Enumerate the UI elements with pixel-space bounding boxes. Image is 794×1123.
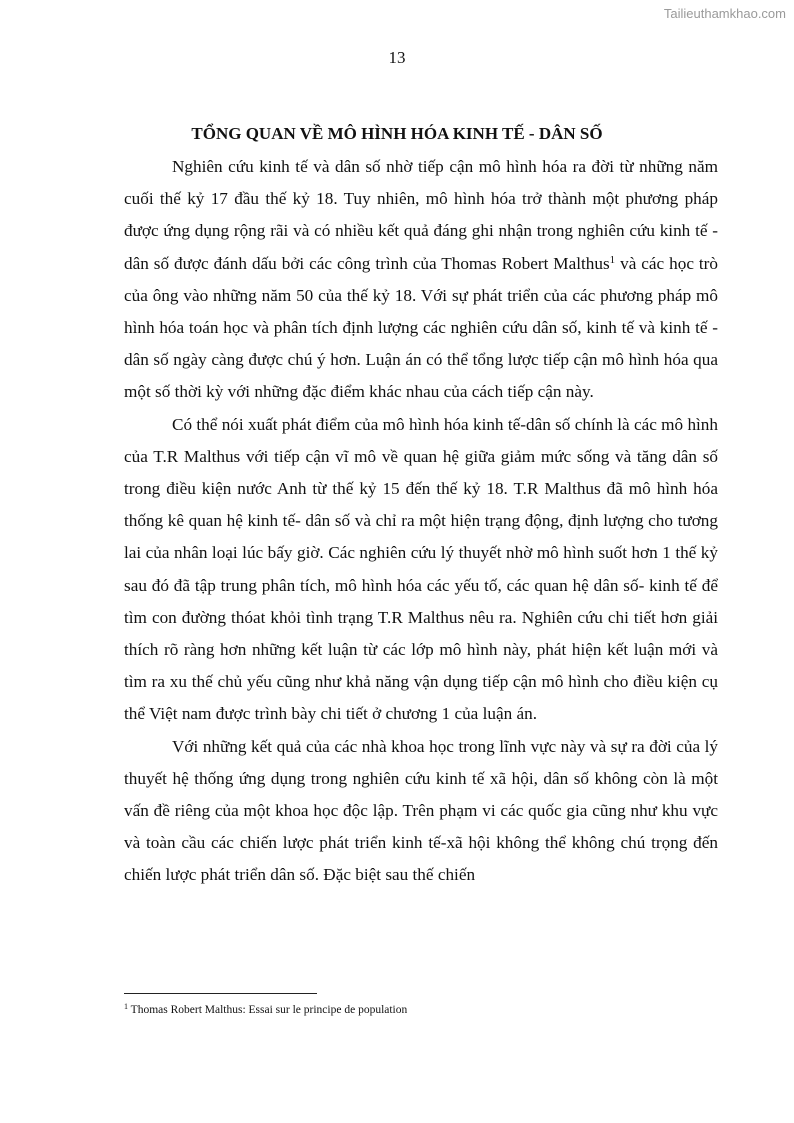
footnote-reference[interactable]: 1 [609,253,616,266]
page-title: TỔNG QUAN VỀ MÔ HÌNH HÓA KINH TẾ - DÂN SỐ [191,124,603,143]
watermark: Tailieuthamkhao.com [663,6,786,21]
paragraph-1 [124,151,718,409]
footnote [124,1003,718,1018]
page-number: 13 [388,48,406,67]
paragraph-3: Với những kết quả của các nhà khoa học trong lĩnh vực này và sự ra đời của lý thuyết hệ thống ứng dụng trong nghiên cứu kinh tế xã hội, dân số không còn là một vấn đề riêng của một khoa học độc lập. Trên phạm vi các quốc gia cũng như khu vực và toàn cầu các chiến lược phát triển kinh tế-xã hội không thể không chú trọng đến chiến lược phát triển dân số. Đặc biệt sau thế chiến [124,736,718,885]
footnote-mark: 1 [124,1002,128,1011]
footnote-text: Thomas Robert Malthus: Essai sur le principe de population [128,1004,408,1016]
body-text [124,151,718,892]
paragraph-1-text: Nghiên cứu kinh tế và dân số nhờ tiếp cận mô hình hóa ra đời từ những năm cuối thế kỷ 17 đầu thế kỷ 18. Tuy nhiên, mô hình hóa trở thành một phương pháp được ứng dụng rộng rãi và có nhiều kết quả đáng ghi nhận trong nghiên cứu kinh tế - dân số được đánh dấu bởi các công trình của Thomas Robert Malthus [124,157,718,273]
paragraph-2: Có thể nói xuất phát điểm của mô hình hóa kinh tế-dân số chính là các mô hình của T.R Malthus với tiếp cận vĩ mô về quan hệ giữa giảm mức sống và tăng dân số trong điều kiện nước Anh từ thế kỷ 15 đến thế kỷ 18. T.R Malthus đã mô hình hóa thống kê quan hệ kinh tế- dân số và chỉ ra một hiện trạng động, định lượng cho tương lai của nhân loại lúc bấy giờ. Các nghiên cứu lý thuyết nhờ mô hình suốt hơn 1 thế kỷ sau đó đã tập trung phân tích, mô hình hóa các yếu tố, các quan hệ dân số- kinh tế để tìm con đường thóat khỏi tình trạng T.R Malthus nêu ra. Nghiên cứu chi tiết hơn giải thích rõ ràng hơn những kết luận từ các lớp mô hình này, phát hiện kết luận mới và tìm ra xu thế chủ yếu cũng như khả năng vận dụng tiếp cận mô hình cho điều kiện cụ thể Việt nam được trình bày chi tiết ở chương 1 của luận án. [124,414,718,724]
paragraph-1-text-cont: và các học trò của ông vào những năm 50 của thế kỷ 18. Với sự phát triển của các phương pháp mô hình hóa toán học và phân tích định lượng các nghiên cứu dân số, kinh tế và kinh tế - dân số ngày càng được chú ý hơn. Luận án có thể tổng lược tiếp cận mô hình hóa qua một số thời kỳ với những đặc điểm khác nhau của cách tiếp cận này. [124,253,718,402]
footnote-divider [124,993,317,994]
